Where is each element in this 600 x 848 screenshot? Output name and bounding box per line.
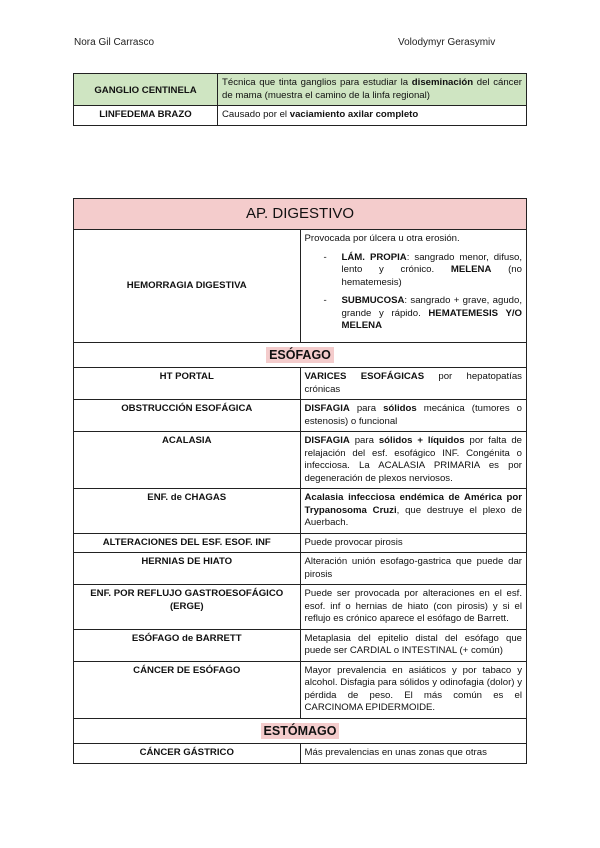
table-title-row [74,199,527,230]
table-row [74,74,527,106]
row-key: CÁNCER DE ESÓFAGO [74,661,301,718]
table-row [74,553,527,585]
table-row [74,629,527,661]
row-value: DISFAGIA para sólidos mecánica (tumores o estenosis) o funcional [300,400,527,432]
row-value: Mayor prevalencia en asiáticos y por tabaco y alcohol. Disfagia para sólidos y odinofagia (dolor) y pérdida de peso. El más común es el CARCINOMA EPIDERMOIDE. [300,661,527,718]
digestivo-table [73,198,527,764]
section-heading-esofago: ESÓFAGO [74,342,527,368]
row-value: Causado por el vaciamiento axilar completo [218,106,527,126]
row-value: VARICES ESOFÁGICAS por hepatopatías crónicas [300,368,527,400]
row-value: Metaplasia del epitelio distal del esófago que puede ser CARDIAL o INTESTINAL (+ común) [300,629,527,661]
row-value: Técnica que tinta ganglios para estudiar la diseminación del cáncer de mama (muestra el camino de la linfa regional) [218,74,527,106]
list-item: - LÁM. PROPIA: sangrado menor, difuso, lento y crónico. MELENA (no hematemesis) [342,252,523,290]
row-key: GANGLIO CENTINELA [74,74,218,106]
row-value: Puede ser provocada por alteraciones en el esf. esof. inf o hernias de hiato (con pirosis) y si el reflujo es crónico aparece el esófago de Barrett. [300,585,527,630]
table-row [74,400,527,432]
row-key: CÁNCER GÁSTRICO [74,744,301,764]
row-key: ENF. de CHAGAS [74,489,301,534]
table-row [74,368,527,400]
table-row [74,744,527,764]
list-item: - SUBMUCOSA: sangrado + grave, agudo, grande y rápido. HEMATEMESIS Y/O MELENA [342,295,523,333]
row-value: DISFAGIA para sólidos + líquidos por falta de relajación del esf. esofágico INF. Congénita o infecciosa. La ACALASIA PRIMARIA es por degeneración de plexos nerviosos. [300,432,527,489]
section-row [74,342,527,368]
row-key: OBSTRUCCIÓN ESOFÁGICA [74,400,301,432]
row-key: ENF. POR REFLUJO GASTROESOFÁGICO (ERGE) [74,585,301,630]
row-key: HT PORTAL [74,368,301,400]
hemorragia-intro: Provocada por úlcera u otra erosión. [304,233,460,244]
row-key: HEMORRAGIA DIGESTIVA [74,230,301,343]
row-value: Puede provocar pirosis [300,533,527,553]
table-title: AP. DIGESTIVO [74,199,527,230]
section-heading-estomago: ESTÓMAGO [74,718,527,744]
hemorragia-list [305,252,523,333]
row-value: Acalasia infecciosa endémica de América por Trypanosoma Cruzi, que destruye el plexo de Auerbach. [300,489,527,534]
table-row [74,230,527,343]
row-key: ALTERACIONES DEL ESF. ESOF. INF [74,533,301,553]
table-row [74,533,527,553]
row-value: Más prevalencias en unas zonas que otras [300,744,527,764]
row-key: HERNIAS DE HIATO [74,553,301,585]
row-key: ACALASIA [74,432,301,489]
table-row [74,106,527,126]
row-value [300,230,527,343]
table-row [74,489,527,534]
row-key: ESÓFAGO de BARRETT [74,629,301,661]
section-row [74,718,527,744]
header-author-left: Nora Gil Carrasco [74,37,155,48]
header-author-right: Volodymyr Gerasymiv [398,37,496,48]
summary-table [73,73,527,126]
row-value: Alteración unión esofago-gastrica que puede dar pirosis [300,553,527,585]
row-key: LINFEDEMA BRAZO [74,106,218,126]
table-row [74,585,527,630]
table-row [74,661,527,718]
table-row [74,432,527,489]
